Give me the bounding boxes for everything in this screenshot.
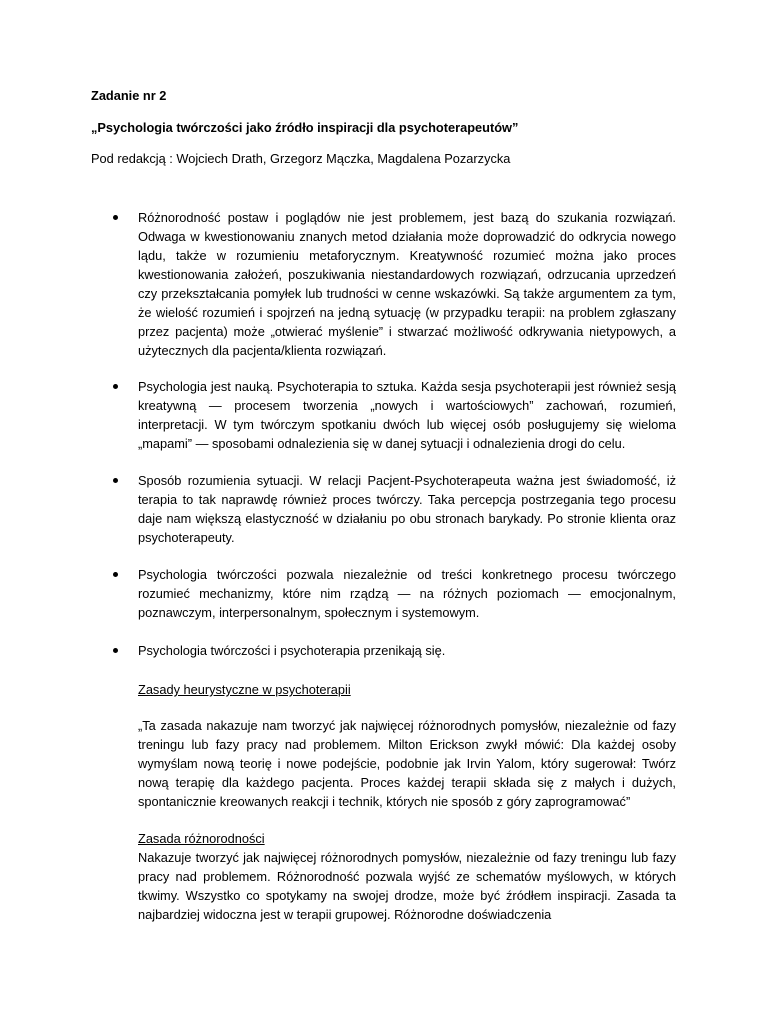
bullet-icon	[113, 572, 118, 577]
bullet-text-3: Sposób rozumienia sytuacji. W relacji Pacjent-Psychoterapeuta ważna jest świadomość, iż terapia to tak naprawdę również proces twórczy. Taka percepcja postrzegania tego procesu daje nam większą elastyczność w działaniu po obu stronach barykady. Po stronie klienta oraz psychoterapeuty.	[138, 473, 676, 545]
document-title: „Psychologia twórczości jako źródło inspiracji dla psychoterapeutów”	[91, 120, 519, 135]
heuristics-heading: Zasady heurystyczne w psychoterapii	[138, 682, 351, 697]
bullet-icon	[113, 215, 118, 220]
bullet-text-4: Psychologia twórczości pozwala niezależnie od treści konkretnego procesu twórczego rozumieć mechanizmy, które nim rządzą — na różnych poziomach — emocjonalnym, poznawczym, interpersonalnym, społecznym i systemowym.	[138, 567, 676, 620]
diversity-body: Nakazuje tworzyć jak najwięcej różnorodnych pomysłów, niezależnie od fazy treningu lub fazy pracy nad problemem. Różnorodność pozwala wyjść ze schematów myślowych, w których tkwimy. Wszystko co spotykamy na swojej drodze, może być źródłem inspiracji. Zasada ta najbardziej widoczna jest w terapii grupowej. Różnorodne doświadczenia	[138, 850, 676, 922]
editors-line: Pod redakcją : Wojciech Drath, Grzegorz Mączka, Magdalena Pozarzycka	[91, 151, 511, 166]
bullet-text-2: Psychologia jest nauką. Psychoterapia to sztuka. Każda sesja psychoterapii jest również sesją kreatywną — procesem tworzenia „nowych i wartościowych” zachowań, rozumień, interpretacji. W tym twórczym spotkaniu dwóch lub więcej osób posługujemy się wieloma „mapami” — sposobami odnalezienia się w danej sytuacji i odnalezienia drogi do celu.	[138, 379, 676, 451]
heuristics-quote: „Ta zasada nakazuje nam tworzyć jak najwięcej różnorodnych pomysłów, niezależnie od fazy treningu lub fazy pracy nad problemem. Milton Erickson zwykł mówić: Dla każdej osoby wymyślam nową teorię i nowe podejście, podobnie jak Irvin Yalom, który sugerował: Twórz nową terapię dla każdego pacjenta. Proces każdej terapii składa się z małych i dużych, spontanicznie kreowanych reakcji i technik, których nie sposób z góry zaprogramować”	[138, 718, 676, 809]
bullet-text-5: Psychologia twórczości i psychoterapia przenikają się.	[138, 643, 446, 658]
bullet-icon	[113, 648, 118, 653]
task-label: Zadanie nr 2	[91, 88, 167, 103]
bullet-icon	[113, 478, 118, 483]
diversity-heading: Zasada różnorodności	[138, 831, 265, 846]
bullet-text-1: Różnorodność postaw i poglądów nie jest problemem, jest bazą do szukania rozwiązań. Odwaga w kwestionowaniu znanych metod działania może doprowadzić do odkrycia nowego lądu, także w rozumieniu metaforycznym. Kreatywność rozumieć można jako proces kwestionowania założeń, poszukiwania niestandardowych rozwiązań, odrzucania uprzedzeń czy przekształcania pomyłek lub trudności w cenne wskazówki. Są także argumentem za tym, że wielość rozumień i spojrzeń na jedną sytuację (w przypadku terapii: na problem zgłaszany przez pacjenta) może „otwierać myślenie” i stwarzać możliwość odkrywania nietypowych, a użytecznych dla pacjenta/klienta rozwiązań.	[138, 210, 676, 358]
bullet-icon	[113, 384, 118, 389]
